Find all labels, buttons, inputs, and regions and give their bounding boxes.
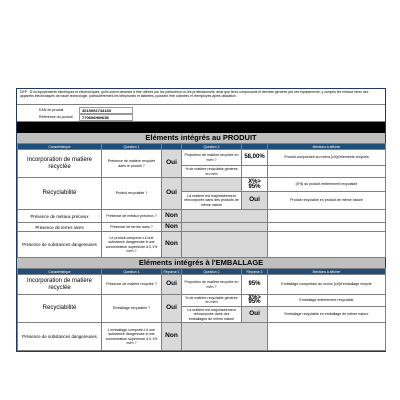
header-mentions: Mentions à afficher — [268, 269, 386, 275]
table-row — [18, 323, 386, 351]
product-meta — [17, 105, 385, 122]
row-name: Recyclabilité — [18, 178, 102, 210]
answer-1: Non — [162, 223, 182, 232]
answer-1: Oui — [162, 275, 182, 295]
reference-value: 770696HMK56 — [79, 114, 133, 121]
emballage-section-title: Eléments intégrés à l'EMBALLAGE — [17, 258, 385, 268]
header-question-1: Question 1 — [102, 269, 162, 275]
answer-2: Oui — [242, 306, 268, 322]
question-2: Proportion de matière recyclée en m/m ? — [182, 150, 242, 166]
emballage-table — [17, 268, 386, 351]
header-characteristic: Caractéristique — [18, 144, 102, 150]
answer-2: Oui — [242, 192, 268, 210]
mention — [268, 166, 386, 178]
mention: Produit comportant au moins [xX]d'éléments recyclés — [268, 150, 386, 166]
answer-2: 58,00% — [242, 150, 268, 166]
question-2: La matière est majoritairement réincorporée dans des emballages de même nature — [182, 306, 242, 322]
question-1: Présence de matière recyclée dans le produit ? — [102, 150, 162, 178]
header-question-2: Question 2 — [182, 144, 242, 150]
row-name: Présence de substances dangereuses — [18, 323, 102, 351]
ean-value: 3615992744183 — [79, 107, 133, 114]
question-1: Emballage recyclable ? — [102, 295, 162, 323]
answer-1: Oui — [162, 178, 182, 210]
question-2-empty — [182, 223, 268, 232]
mention: Produit recyclable en produit de même nature — [268, 192, 386, 210]
table-row — [18, 178, 386, 192]
reference-label: Référence du produit — [39, 115, 73, 119]
information-sheet — [16, 88, 386, 352]
answer-1: Oui — [162, 295, 182, 323]
mention: Emballage comportant au moins [xX]d'emballage recyclé — [268, 275, 386, 295]
answer-1: Non — [162, 210, 182, 223]
header-answer-2: Réponse 2 — [242, 269, 268, 275]
question-1: Le produit comporte-t-il une substance dangereuse à une concentration supérieure à 0,1% m/m ? — [102, 232, 162, 258]
question-2-empty — [182, 323, 268, 351]
question-1: Présence de terres rares ? — [102, 223, 162, 232]
question-2: % de matière recyclable générée en m/m — [182, 166, 242, 178]
question-2: % de matière recyclable générée en m/m — [182, 295, 242, 307]
mention — [268, 323, 386, 351]
question-1: Présence de métaux précieux ? — [102, 210, 162, 223]
answer-1: Oui — [162, 150, 182, 178]
produit-section-title: Eléments intégrés au PRODUIT — [17, 133, 385, 143]
row-name: Recyclabilité — [18, 295, 102, 323]
question-1: Présence de matière recyclée ? — [102, 275, 162, 295]
answer-1: Non — [162, 232, 182, 258]
intro-text: DEP : D'un équipements électriques et électroniques, qu'ils soient destinés à être utilisés par les particuliers ou les professionnels, ainsi que leurs composants et déchets générés par ces équipements, y compris les métaux rares des appareils électroniques de haute technologie, particulièrement les téléphones et tablettes, puissent être collectés et réemployés après utilisation — [17, 89, 385, 105]
question-2 — [182, 178, 242, 192]
row-name: Présence de terres rares — [18, 223, 102, 232]
question-1: L'emballage comporte-t-il une substance dangereuse à une concentration supérieure à 0,1% m/m ? — [102, 323, 162, 351]
header-question-1: Question 1 — [102, 144, 162, 150]
mention: Emballage entièrement recyclable — [268, 295, 386, 307]
row-name: Présence de métaux précieux — [18, 210, 102, 223]
question-2-empty — [182, 210, 268, 223]
answer-2: X%> 95% — [242, 178, 268, 192]
question-1: Produit recyclable ? — [102, 178, 162, 210]
answer-2: X%> 95% — [242, 295, 268, 307]
header-characteristic: Caractéristique — [18, 269, 102, 275]
mention: [X%] du produit entièrement recyclable — [268, 178, 386, 192]
row-name: Présence de substances dangereuses — [18, 232, 102, 258]
row-name: Incorporation de matière recyclée — [18, 275, 102, 295]
question-2: La matière est majoritairement réincorporée dans des produits de même nature — [182, 192, 242, 210]
table-row — [18, 275, 386, 295]
row-name: Incorporation de matière recyclée — [18, 150, 102, 178]
table-row — [18, 295, 386, 307]
table-row — [18, 232, 386, 258]
table-row — [18, 150, 386, 166]
reference-row — [39, 114, 133, 120]
answer-2: 95% — [242, 275, 268, 295]
mention — [268, 210, 386, 223]
header-mentions: Mentions à afficher — [268, 144, 386, 150]
header-answer-1: Réponse 1 — [162, 269, 182, 275]
question-2: Proportion de matière recyclée en m/m ? — [182, 275, 242, 295]
produit-table — [17, 143, 386, 258]
question-2-empty — [182, 232, 268, 258]
mention: Emballage recyclable en emballage de même nature — [268, 306, 386, 322]
dark-band — [17, 122, 385, 133]
table-row — [18, 223, 386, 232]
table-row — [18, 210, 386, 223]
header-question-2: Question 2 — [182, 269, 242, 275]
mention — [268, 232, 386, 258]
answer-2 — [242, 166, 268, 178]
ean-label: EAN du produit — [39, 108, 64, 112]
answer-1: Non — [162, 323, 182, 351]
ean-row — [39, 107, 133, 113]
mention — [268, 223, 386, 232]
